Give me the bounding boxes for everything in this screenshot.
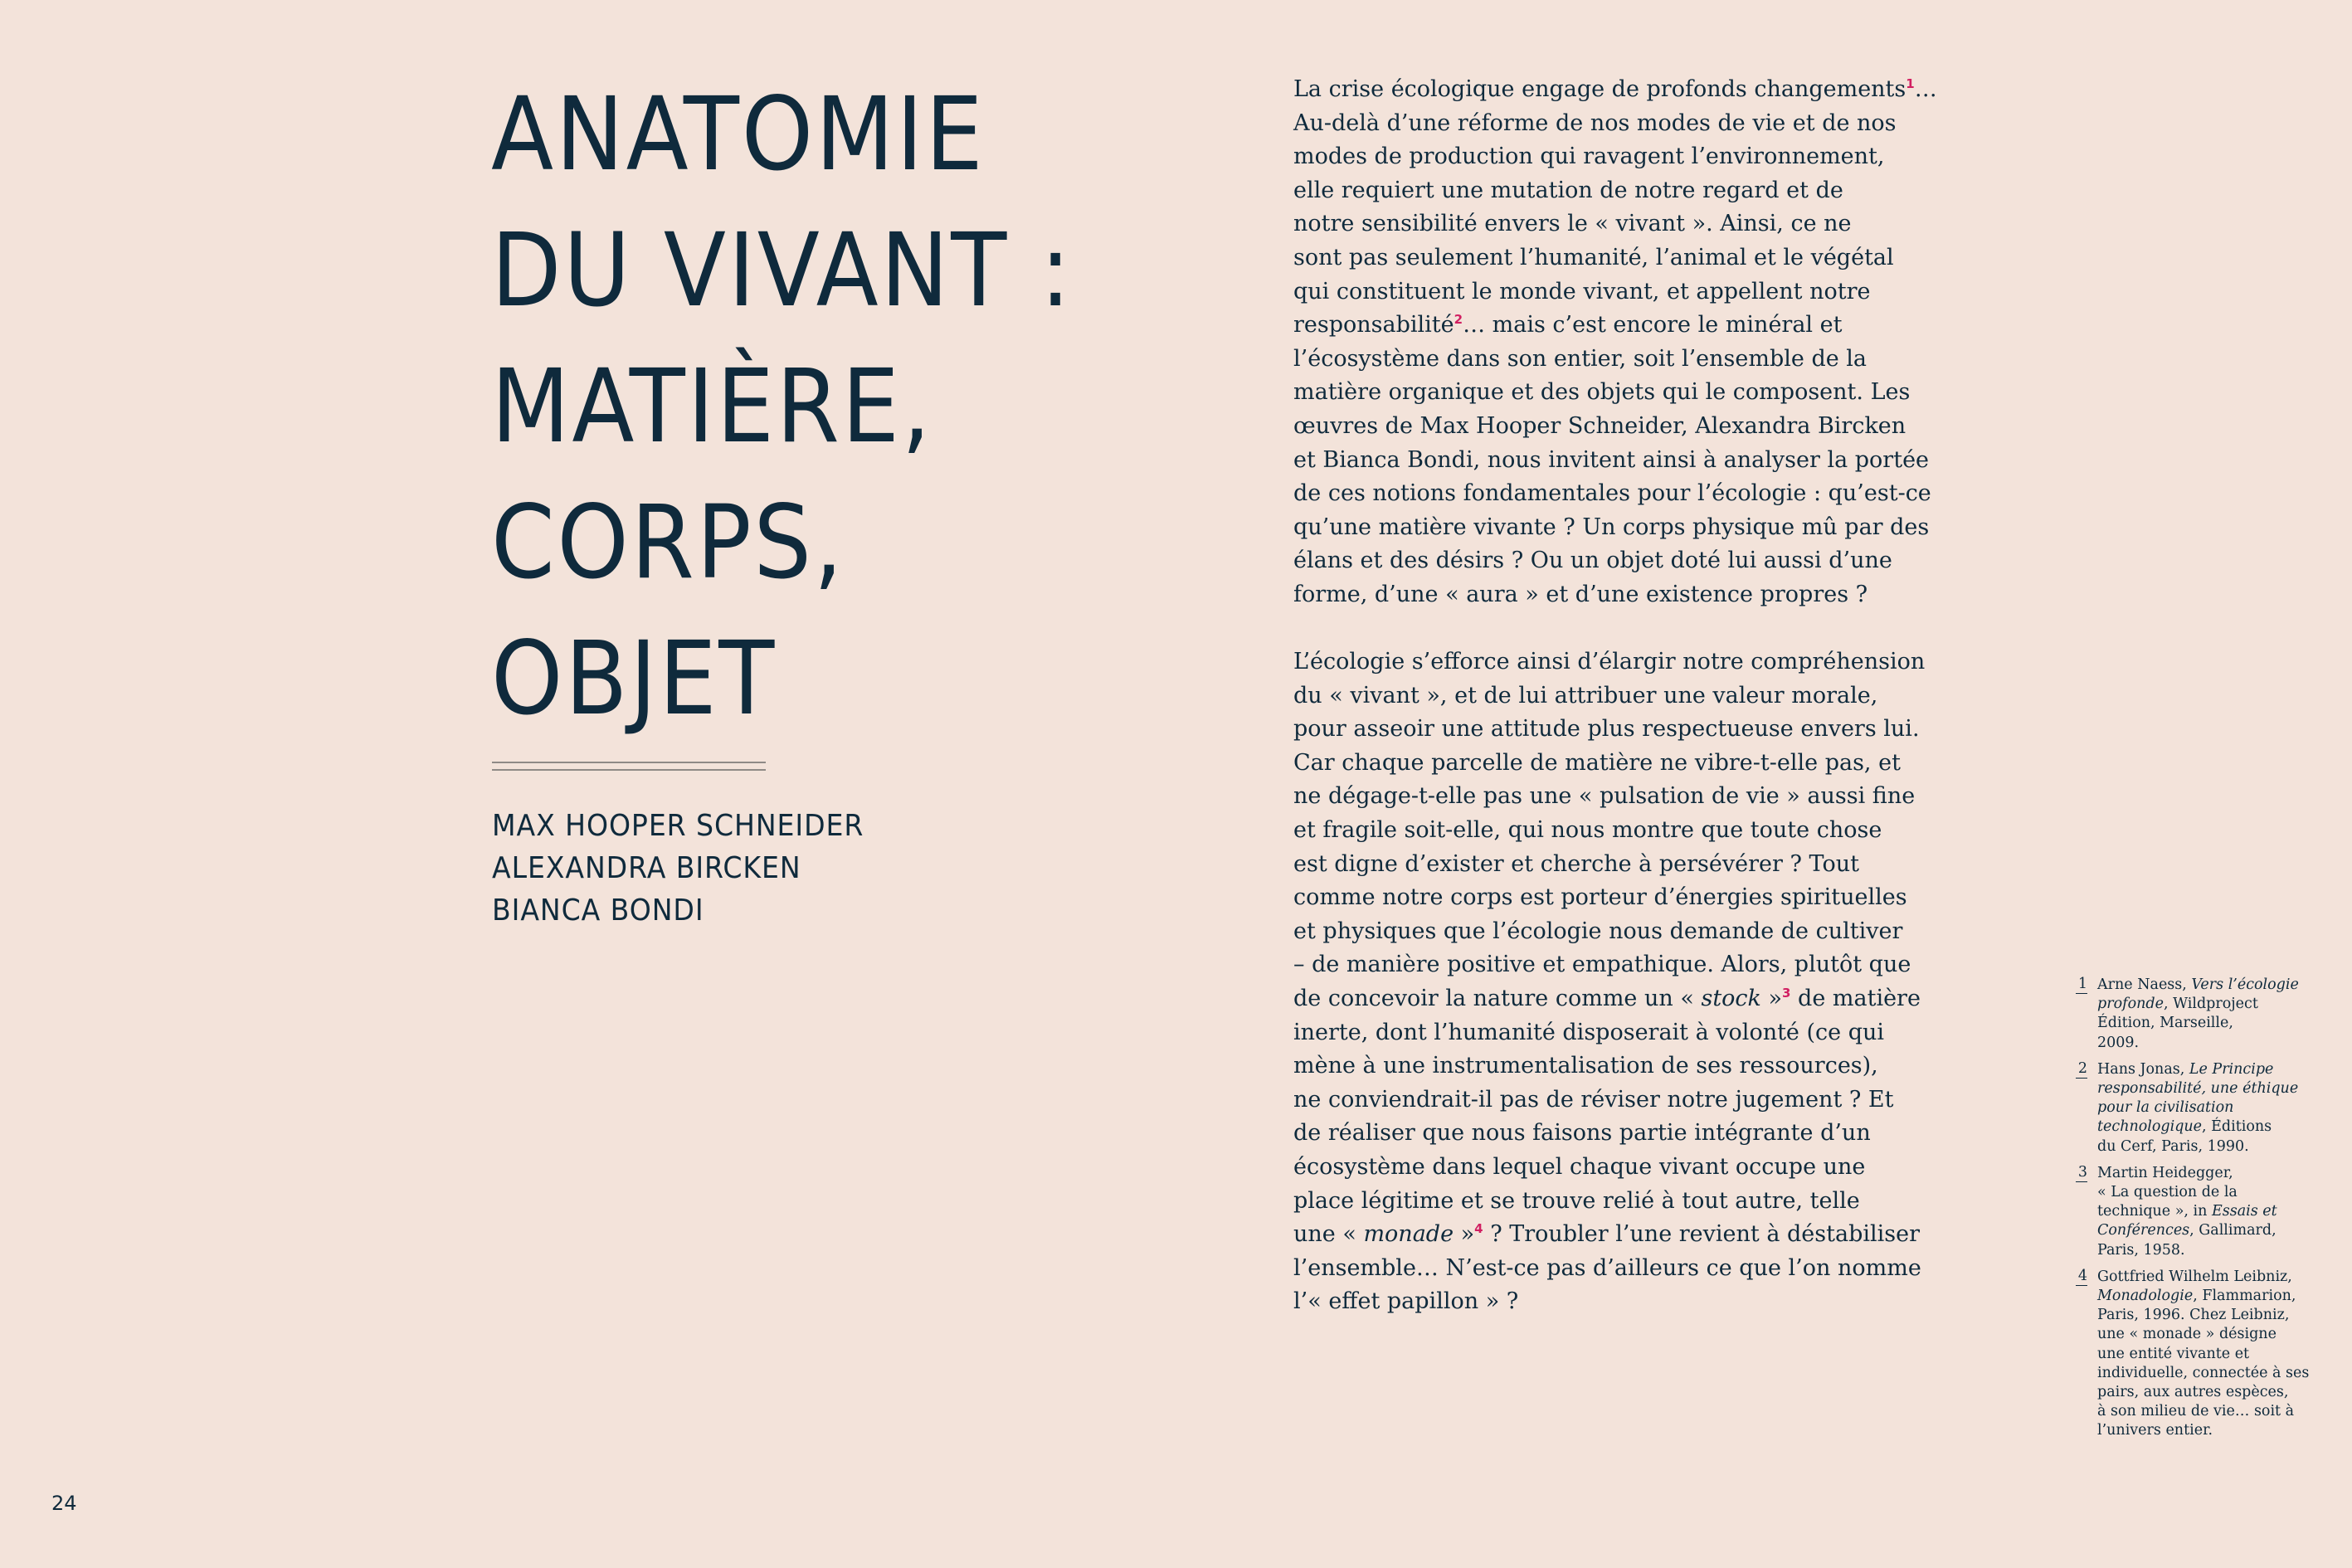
text-line: de réaliser que nous faisons partie intégrante d’un (1293, 1120, 1871, 1147)
text-line: sont pas seulement l’humanité, l’animal et le végétal (1293, 244, 1894, 270)
footnote-4: 4 Gottfried Wilhelm Leibniz, Monadologie, Flammarion, Paris, 1996. Chez Leibniz, une « monade » désigne une entité vivante et individuelle, connectée à ses pairs, aux autres espèces, à son milieu de vie… soit à l’univers entier. (2076, 1268, 2312, 1441)
footnote-ref-4[interactable]: 4 (1474, 1221, 1483, 1237)
footnote-ref-1[interactable]: 1 (1906, 76, 1915, 91)
paragraph-1 (1293, 73, 1937, 612)
page-title (491, 66, 1074, 747)
footnote-1: 1 Arne Naess, Vers l’écologie profonde, Wildproject Édition, Marseille, 2009. (2076, 976, 2312, 1053)
footnote-number: 3 (2076, 1164, 2087, 1182)
text-line: L’écologie s’efforce ainsi d’élargir notre compréhension (1293, 649, 1926, 675)
text-line: comme notre corps est porteur d’énergies spirituelles (1293, 884, 1907, 911)
text-line: l’écosystème dans son entier, soit l’ensemble de la (1293, 345, 1867, 372)
footnote-3: 3 Martin Heidegger, « La question de la technique », in Essais et Conférences, Gallimard, Paris, 1958. (2076, 1164, 2312, 1260)
paragraph-gap (1293, 612, 1874, 646)
footnote-number: 4 (2076, 1268, 2087, 1286)
text-line: inerte, dont l’humanité disposerait à volonté (ce qui (1293, 1019, 1885, 1045)
text-line: ne conviendrait-il pas de réviser notre jugement ? Et (1293, 1086, 1894, 1113)
footnote-ref-2[interactable]: 2 (1454, 312, 1463, 328)
footnotes (2076, 976, 2312, 1449)
paragraph-2 (1293, 645, 1926, 1319)
text-line: mène à une instrumentalisation de ses ressources), (1293, 1053, 1878, 1079)
text-line: ne dégage-t-elle pas une « pulsation de vie » aussi fine (1293, 783, 1916, 810)
text-line: de concevoir la nature comme un « stock »$^3$ de matière (1293, 986, 1921, 1012)
text-line: notre sensibilité envers le « vivant ». Ainsi, ce ne (1293, 211, 1852, 237)
text-line: écosystème dans lequel chaque vivant occupe une (1293, 1154, 1866, 1180)
text-line: une « monade »$^4$ ? Troubler l’une revient à déstabiliser (1293, 1221, 1921, 1248)
text-line: et physiques que l’écologie nous demande de cultiver (1293, 918, 1903, 944)
footnote-number: 2 (2076, 1060, 2087, 1079)
footnote-2: 2 Hans Jonas, Le Principe responsabilité, une éthique pour la civilisation technologique, Éditions du Cerf, Paris, 1990. (2076, 1060, 2312, 1157)
text-line: du « vivant », et de lui attribuer une valeur morale, (1293, 682, 1878, 709)
text-line: place légitime et se trouve relié à tout autre, telle (1293, 1187, 1860, 1214)
text-line: elle requiert une mutation de notre regard et de (1293, 177, 1843, 203)
text-line: modes de production qui ravagent l’environnement, (1293, 144, 1885, 170)
text-line: matière organique et des objets qui le composent. Les (1293, 379, 1911, 406)
text-line: élans et des désirs ? Ou un objet doté lui aussi d’une (1293, 548, 1892, 574)
text-line: qu’une matière vivante ? Un corps physique mû par des (1293, 514, 1930, 540)
title-line: DU VIVANT : (491, 212, 1074, 329)
artist-name: BIANCA BONDI (492, 894, 704, 928)
text-line: est digne d’exister et cherche à persévérer ? Tout (1293, 850, 1859, 877)
artist-name: ALEXANDRA BIRCKEN (492, 851, 801, 885)
text-line: de ces notions fondamentales pour l’écologie : qu’est-ce (1293, 480, 1931, 507)
body-text (1293, 73, 1937, 1319)
title-line: MATIÈRE, (491, 348, 933, 465)
text-line: œuvres de Max Hooper Schneider, Alexandra Bircken (1293, 412, 1906, 439)
footnote-ref-3[interactable]: 3 (1782, 986, 1791, 1001)
title-line: CORPS, (491, 484, 845, 601)
text-line: La crise écologique engage de profonds changements$^1$… (1293, 76, 1937, 102)
title-line: OBJET (491, 620, 777, 738)
text-line: Au-delà d’une réforme de nos modes de vie et de nos (1293, 110, 1897, 136)
text-line: et fragile soit-elle, qui nous montre que toute chose (1293, 817, 1882, 844)
text-line: forme, d’une « aura » et d’une existence propres ? (1293, 581, 1868, 607)
title-line: ANATOMIE (491, 75, 986, 193)
page-number: 24 (51, 1492, 77, 1515)
text-line: qui constituent le monde vivant, et appellent notre (1293, 278, 1871, 304)
text-line: Car chaque parcelle de matière ne vibre-t-elle pas, et (1293, 749, 1901, 776)
text-line: pour asseoir une attitude plus respectueuse envers lui. (1293, 716, 1920, 743)
text-line: – de manière positive et empathique. Alors, plutôt que (1293, 952, 1911, 978)
text-line: et Bianca Bondi, nous invitent ainsi à analyser la portée (1293, 446, 1930, 473)
artist-list (492, 805, 864, 932)
artist-name: MAX HOOPER SCHNEIDER (492, 809, 864, 843)
double-rule-divider (492, 762, 766, 771)
text-line: l’ensemble… N’est-ce pas d’ailleurs ce que l’on nomme (1293, 1254, 1921, 1281)
footnote-number: 1 (2076, 976, 2087, 994)
text-line: l’« effet papillon » ? (1293, 1288, 1519, 1315)
text-line: responsabilité$^2$… mais c’est encore le minéral et (1293, 312, 1843, 338)
